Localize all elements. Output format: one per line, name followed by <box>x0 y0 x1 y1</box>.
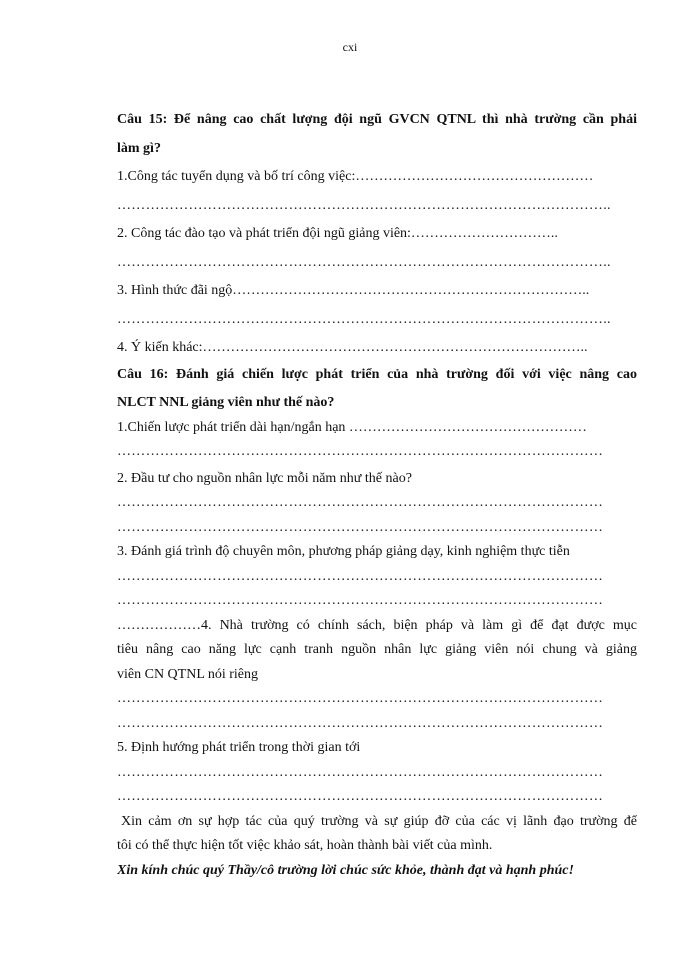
q15-title-line2: làm gì? <box>117 140 161 156</box>
q15-item-1-answer-line: ………………………………………………………………………………………….. <box>117 197 611 213</box>
q16-item-3-answer-line-2: ………………………………………………………………………………………… <box>117 593 604 608</box>
q15-item-4: 4. Ý kiến khác:……………………………………………………………………….. <box>117 340 588 355</box>
q16-item-2-answer-line-1: ………………………………………………………………………………………… <box>117 495 604 510</box>
q16-item-1-answer-line: ………………………………………………………………………………………… <box>117 444 604 459</box>
q16-item-4-line2: tiêu nâng cao năng lực cạnh tranh nguồn nhân lực giảng viên nói chung và giảng <box>117 642 637 657</box>
q15-title-line1: Câu 15: Để nâng cao chất lượng đội ngũ GVCN QTNL thì nhà trường cần phải <box>117 112 637 127</box>
question-16 <box>117 363 637 810</box>
q16-title-line2: NLCT NNL giảng viên như thế nào? <box>117 395 335 410</box>
q15-item-3: 3. Hình thức đãi ngộ………………………………………………………………….. <box>117 283 590 298</box>
q16-item-3-answer-line-1: ………………………………………………………………………………………… <box>117 568 604 584</box>
page-number: cxi <box>342 40 358 54</box>
thanks-line2: tôi có thể thực hiện tốt việc khảo sát, hoàn thành bài viết của mình. <box>117 838 493 853</box>
question-15 <box>117 108 637 361</box>
q16-item-4-line3: viên CN QTNL nói riêng <box>117 666 259 682</box>
q16-item-5-answer-line-1: ………………………………………………………………………………………… <box>117 764 604 780</box>
q16-item-5-answer-line-2: ………………………………………………………………………………………… <box>117 789 604 804</box>
q16-item-4-answer-line-1: ………………………………………………………………………………………… <box>117 691 604 706</box>
closing-wish: Xin kính chúc quý Thầy/cô trường lời chúc sức khỏe, thành đạt và hạnh phúc! <box>117 862 574 878</box>
q16-item-4-answer-line-2: ………………………………………………………………………………………… <box>117 715 604 731</box>
q15-item-1: 1.Công tác tuyển dụng và bố trí công việc:…………………………………………… <box>117 169 594 184</box>
q16-title-line1: Câu 16: Đánh giá chiến lược phát triển của nhà trường đối với việc nâng cao <box>117 366 637 382</box>
q16-item-2-answer-line-2: ………………………………………………………………………………………… <box>117 519 604 535</box>
q16-item-2: 2. Đầu tư cho nguồn nhân lực mỗi năm như thế nào? <box>117 470 412 486</box>
closing <box>117 810 637 884</box>
q15-item-2: 2. Công tác đào tạo và phát triển đội ngũ giảng viên:………………………….. <box>117 226 558 241</box>
q15-item-2-answer-line: ………………………………………………………………………………………….. <box>117 254 611 270</box>
q16-item-3: 3. Đánh giá trình độ chuyên môn, phương pháp giảng dạy, kinh nghiệm thực tiễn <box>117 544 570 559</box>
q15-item-3-answer-line: ………………………………………………………………………………………….. <box>117 311 611 327</box>
q16-item-1: 1.Chiến lược phát triển dài hạn/ngắn hạn …………………………………………… <box>117 419 587 435</box>
thanks-line1: Xin cảm ơn sự hợp tác của quý trường và sự giúp đỡ của các vị lãnh đạo trường để <box>121 813 637 829</box>
document-body <box>117 108 637 883</box>
q16-item-4-line1: ………………4. Nhà trường có chính sách, biện pháp và làm gì để đạt được mục <box>117 617 637 633</box>
q16-item-5: 5. Định hướng phát triển trong thời gian tới <box>117 740 361 755</box>
